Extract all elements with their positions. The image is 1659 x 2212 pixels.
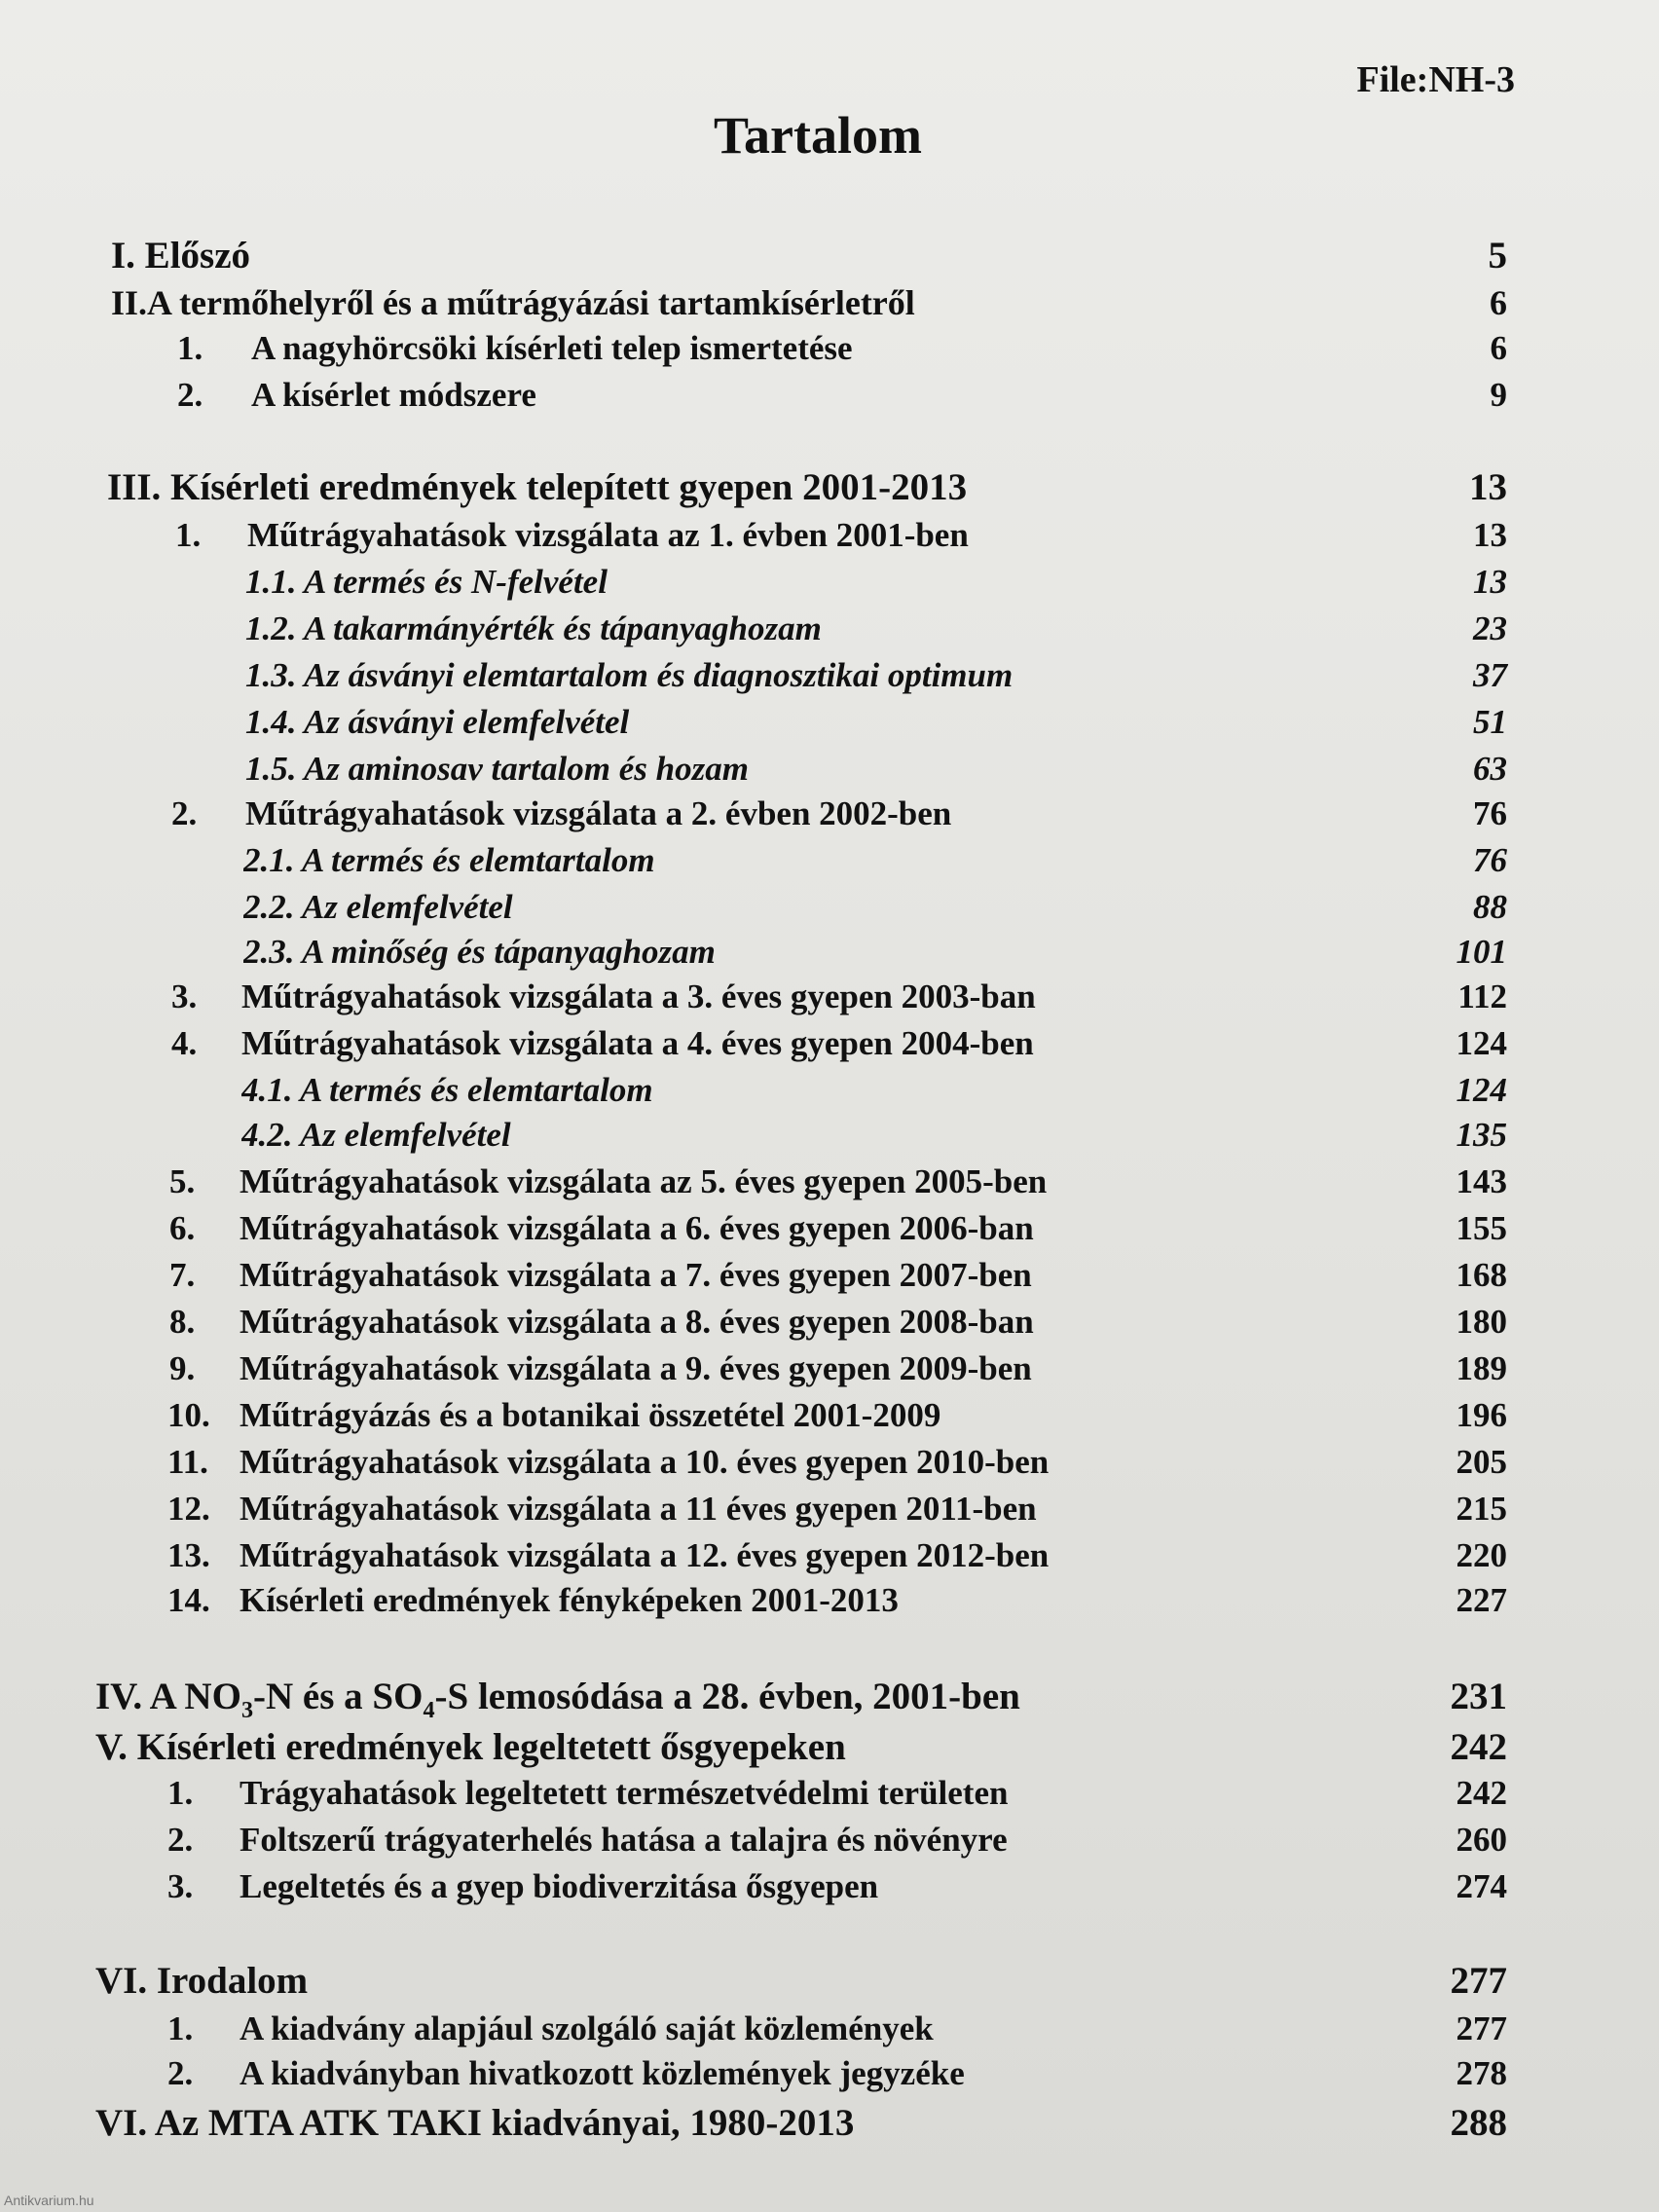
toc-entry: II.A termőhelyről és a műtrágyázási tartamkísérletről 6: [111, 283, 1507, 322]
toc-entry: 1. A nagyhörcsöki kísérleti telep ismertetése 6: [177, 329, 1507, 367]
toc-entry: 1. Műtrágyahatások vizsgálata az 1. évben 2001-ben 13: [175, 516, 1507, 554]
toc-entry: V. Kísérleti eredmények legeltetett ősgyepeken 242: [95, 1726, 1507, 1768]
toc-entry: 2.3. A minőség és tápanyaghozam 101: [243, 933, 1507, 971]
toc-entry: 13. Műtrágyahatások vizsgálata a 12. éves gyepen 2012-ben 220: [167, 1536, 1507, 1574]
toc-entry: 3. Legeltetés és a gyep biodiverzitása ősgyepen 274: [167, 1867, 1507, 1905]
toc-entry: 2. A kiadványban hivatkozott közlemények jegyzéke 278: [167, 2054, 1507, 2092]
toc-entry: 1. A kiadvány alapjául szolgáló saját közlemények 277: [167, 2009, 1507, 2047]
toc-entry: 8. Műtrágyahatások vizsgálata a 8. éves gyepen 2008-ban 180: [169, 1303, 1507, 1341]
toc-entry: 14. Kísérleti eredmények fényképeken 2001-2013 227: [167, 1581, 1507, 1619]
toc-entry: 1.5. Az aminosav tartalom és hozam 63: [245, 750, 1507, 788]
toc-entry: 6. Műtrágyahatások vizsgálata a 6. éves gyepen 2006-ban 155: [169, 1209, 1507, 1247]
toc-entry: 11. Műtrágyahatások vizsgálata a 10. éves gyepen 2010-ben 205: [167, 1443, 1507, 1481]
toc-entry: 1.2. A takarmányérték és tápanyaghozam 23: [245, 609, 1507, 647]
toc-entry: 2.1. A termés és elemtartalom 76: [243, 841, 1507, 879]
toc-entry: 7. Műtrágyahatások vizsgálata a 7. éves gyepen 2007-ben 168: [169, 1256, 1507, 1294]
toc-entry: VI. Irodalom 277: [95, 1960, 1507, 2002]
watermark: Antikvarium.hu: [4, 2193, 94, 2208]
toc-entry: 4.1. A termés és elemtartalom 124: [241, 1071, 1507, 1109]
toc-entry: 3. Műtrágyahatások vizsgálata a 3. éves gyepen 2003-ban 112: [171, 977, 1507, 1015]
toc-entry: 2.2. Az elemfelvétel 88: [243, 888, 1507, 926]
toc-entry: 9. Műtrágyahatások vizsgálata a 9. éves gyepen 2009-ben 189: [169, 1349, 1507, 1387]
toc-entry: IV. A $NO_3-N$ és a $SO_4-S$ lemosódása a 28. évben, 2001-ben 231: [95, 1676, 1507, 1718]
toc-entry: 4.2. Az elemfelvétel 135: [241, 1116, 1507, 1154]
toc-entry: 1.4. Az ásványi elemfelvétel 51: [245, 703, 1507, 741]
toc-entry: 2. Műtrágyahatások vizsgálata a 2. évben 2002-ben 76: [171, 794, 1507, 832]
toc-entry: 4. Műtrágyahatások vizsgálata a 4. éves gyepen 2004-ben 124: [171, 1024, 1507, 1062]
toc-entry: III. Kísérleti eredmények telepített gyepen 2001-2013 13: [107, 466, 1507, 508]
toc-entry: 1.3. Az ásványi elemtartalom és diagnosztikai optimum 37: [245, 656, 1507, 694]
toc-entry: 5. Műtrágyahatások vizsgálata az 5. éves gyepen 2005-ben 143: [169, 1162, 1507, 1200]
toc-entry: VI. Az MTA ATK TAKI kiadványai, 1980-2013 288: [95, 2102, 1507, 2144]
toc-entry: 2. A kísérlet módszere 9: [177, 376, 1507, 414]
toc-entry: 2. Foltszerű trágyaterhelés hatása a talajra és növényre 260: [167, 1821, 1507, 1859]
page-title: Tartalom: [714, 106, 922, 165]
file-label: File:NH-3: [1356, 59, 1515, 100]
toc-entry: I. Előszó 5: [111, 235, 1507, 276]
toc-entry: 10. Műtrágyázás és a botanikai összetétel 2001-2009 196: [167, 1396, 1507, 1434]
toc-entry: 1.1. A termés és N-felvétel 13: [245, 563, 1507, 601]
toc-entry: 1. Trágyahatások legeltetett természetvédelmi területen 242: [167, 1774, 1507, 1812]
toc-entry: 12. Műtrágyahatások vizsgálata a 11 éves gyepen 2011-ben 215: [167, 1490, 1507, 1528]
